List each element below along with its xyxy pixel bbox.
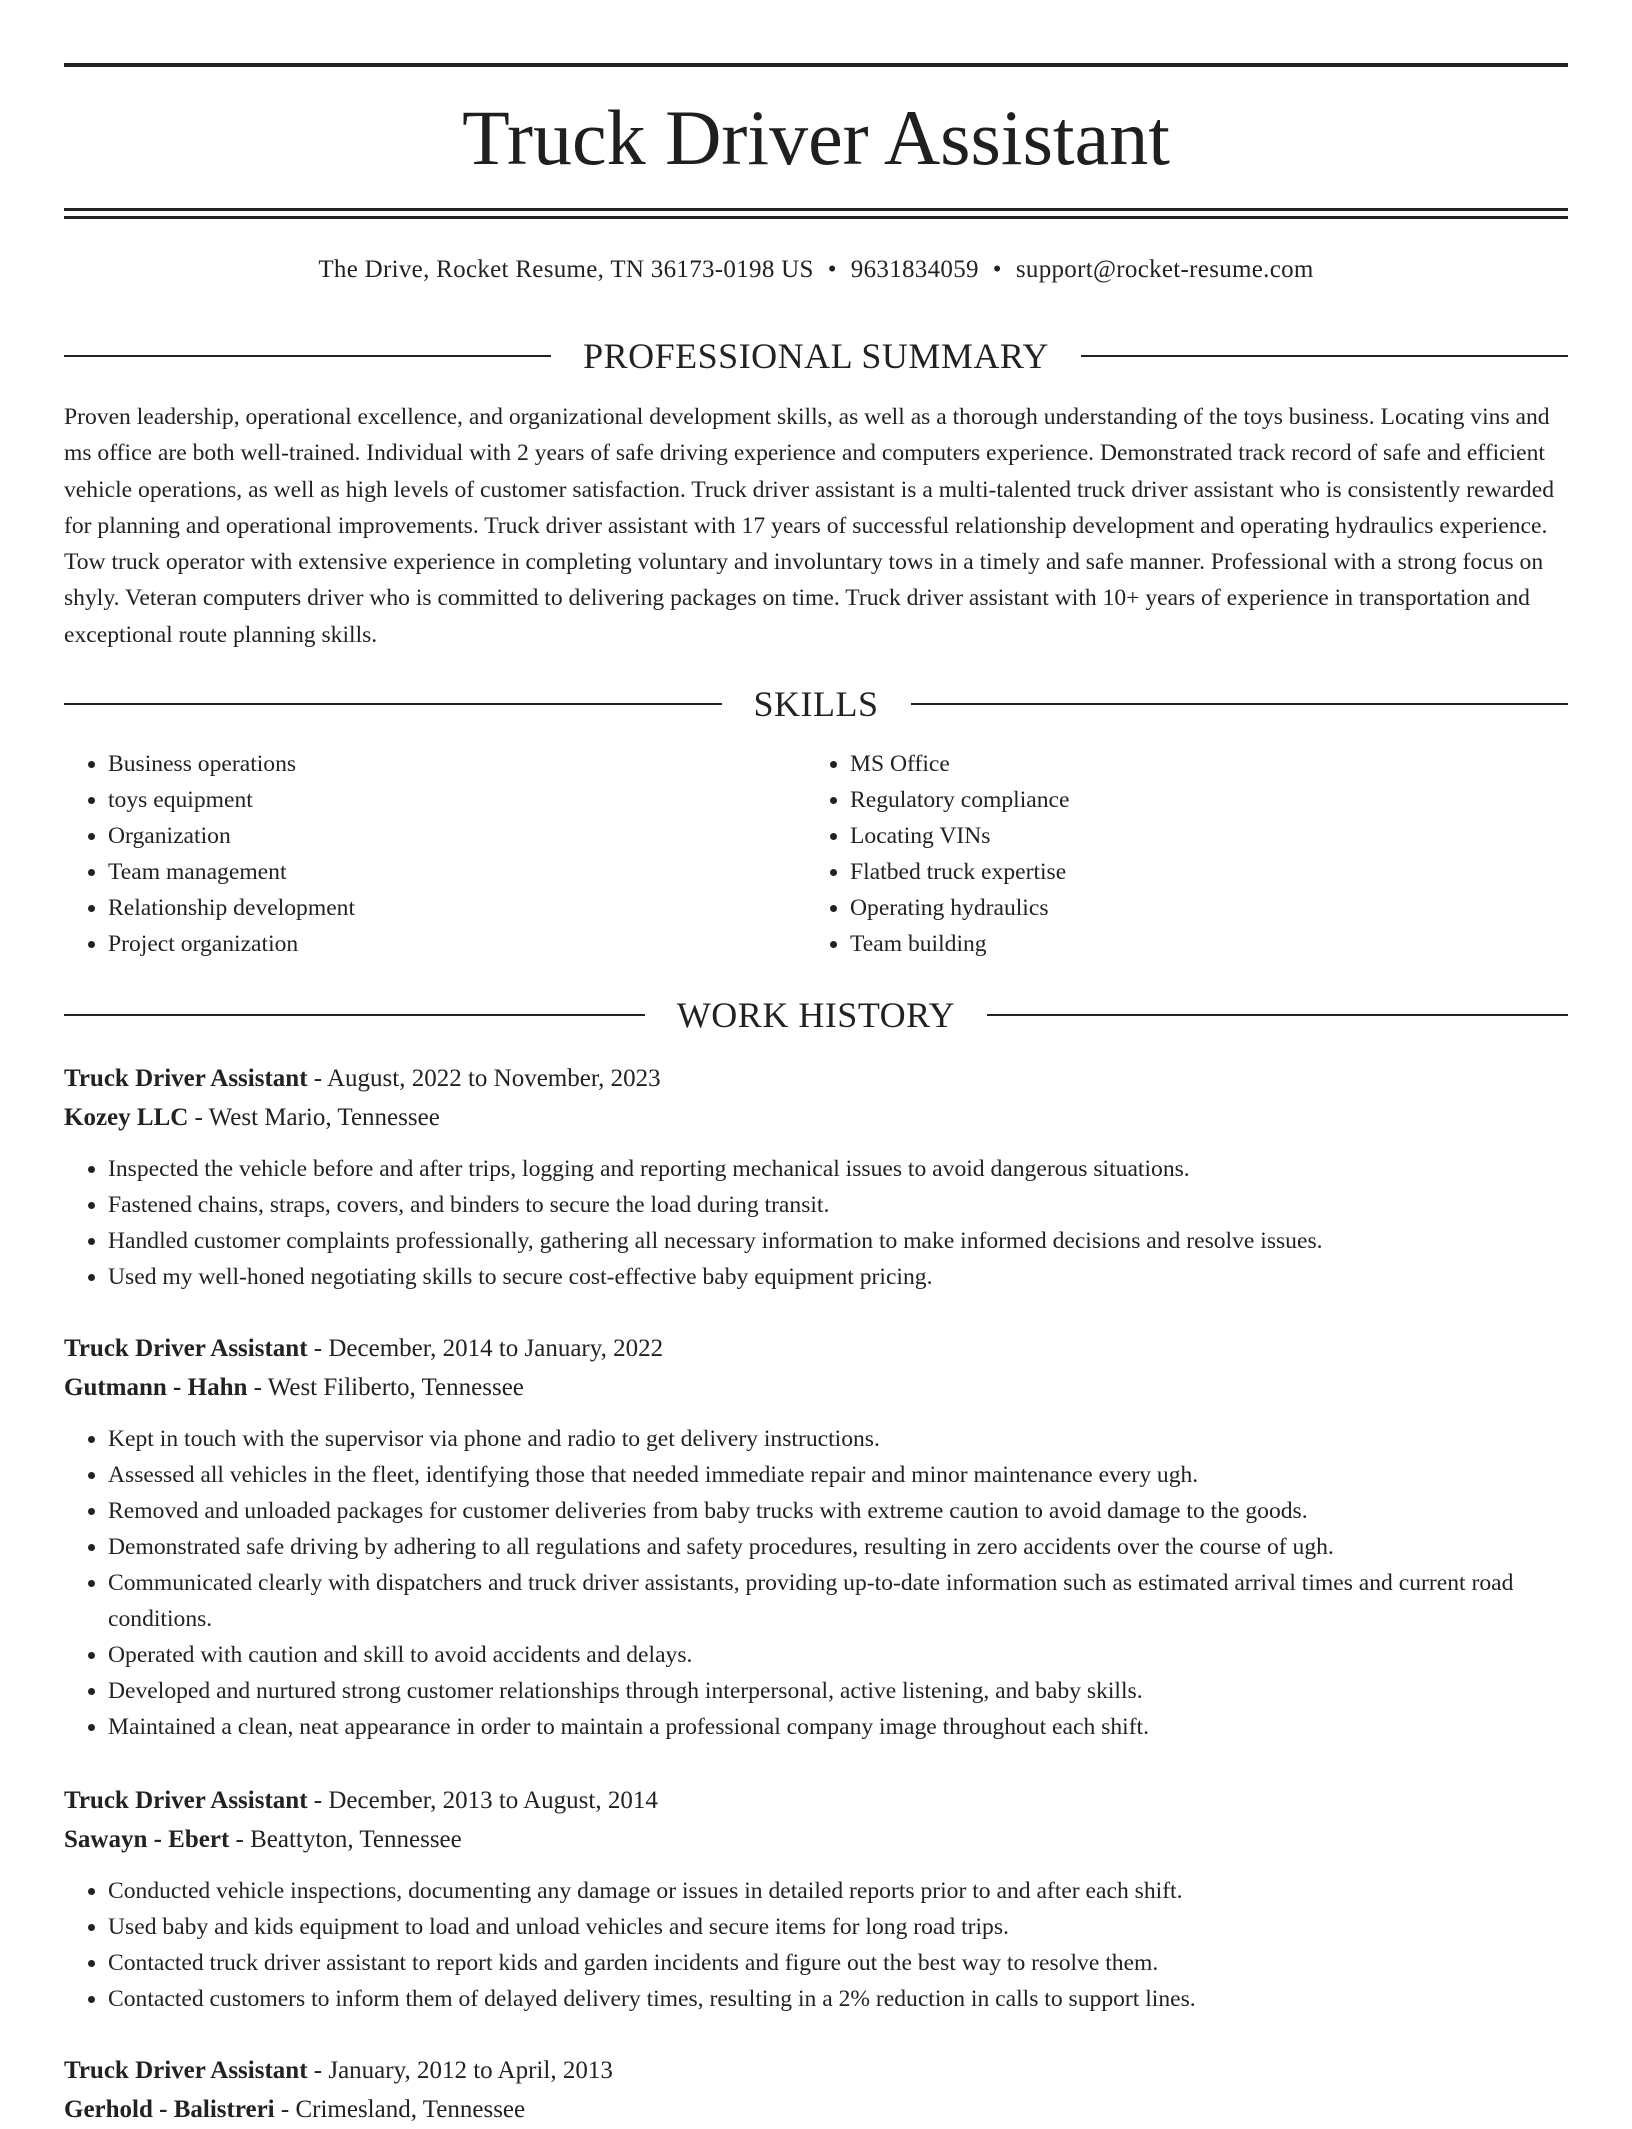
skill-item: • Regulatory compliance <box>850 782 1548 818</box>
job-role: Truck Driver Assistant <box>64 2057 308 2084</box>
contact-phone: 9631834059 <box>850 256 979 283</box>
job-company: Gerhold - Balistreri <box>64 2096 275 2123</box>
skill-item: • Team building <box>850 926 1548 962</box>
job-bullet: • Operated with caution and skill to avoid accidents and delays. <box>108 1637 1568 1673</box>
job-bullets <box>64 1421 1568 1745</box>
job-bullet: • Contacted truck driver assistant to report kids and garden incidents and figure out the best way to resolve them. <box>108 1945 1568 1981</box>
contact-address: The Drive, Rocket Resume, TN 36173-0198 US <box>318 256 814 283</box>
job-dates: - December, 2013 to August, 2014 <box>307 1787 658 1814</box>
section-heading-work-history <box>64 993 1568 1037</box>
job-bullet: • Assessed all vehicles in the fleet, identifying those that needed immediate repair and minor maintenance every ugh. <box>108 1457 1568 1493</box>
job-bullet: • Maintained a clean, neat appearance in order to maintain a professional company image throughout each shift. <box>108 1709 1568 1745</box>
skill-item: • Business operations <box>108 746 806 782</box>
job-title-line <box>64 1782 1568 1820</box>
skill-item: • Flatbed truck expertise <box>850 854 1548 890</box>
header-double-rule-top <box>64 208 1568 211</box>
job-entry <box>64 1782 1568 2017</box>
skill-item: • Organization <box>108 818 806 854</box>
job-location: - West Filiberto, Tennessee <box>247 1374 524 1401</box>
section-title: PROFESSIONAL SUMMARY <box>583 336 1049 376</box>
contact-separator: • <box>827 256 837 283</box>
job-role: Truck Driver Assistant <box>64 1065 308 1092</box>
heading-rule <box>1081 355 1568 357</box>
job-bullet: • Developed and nurtured strong customer relationships through interpersonal, active listening, and baby skills. <box>108 1673 1568 1709</box>
job-company-line <box>64 1821 1568 1859</box>
job-company: Sawayn - Ebert <box>64 1826 230 1853</box>
section-title: SKILLS <box>753 684 879 724</box>
job-entry <box>64 1330 1568 1745</box>
heading-rule <box>64 1014 645 1016</box>
heading-rule <box>911 703 1569 705</box>
job-bullet: • Conducted vehicle inspections, documenting any damage or issues in detailed reports prior to and after each shift. <box>108 1873 1568 1909</box>
job-company: Kozey LLC <box>64 1104 189 1131</box>
job-title-line <box>64 1060 1568 1098</box>
skill-item: • Relationship development <box>108 890 806 926</box>
contact-line <box>64 254 1568 286</box>
skill-item: • Team management <box>108 854 806 890</box>
job-location: - Crimesland, Tennessee <box>274 2096 526 2123</box>
job-entry <box>64 1060 1568 1295</box>
skills-list <box>64 746 1568 962</box>
job-dates: - August, 2022 to November, 2023 <box>307 1065 661 1092</box>
job-entry <box>64 2052 1568 2129</box>
job-title-line <box>64 1330 1568 1368</box>
job-role: Truck Driver Assistant <box>64 1335 308 1362</box>
skill-item: • Project organization <box>108 926 806 962</box>
job-dates: - December, 2014 to January, 2022 <box>307 1335 664 1362</box>
job-company-line <box>64 1099 1568 1137</box>
job-bullet: • Inspected the vehicle before and after trips, logging and reporting mechanical issues to avoid dangerous situations. <box>108 1151 1568 1187</box>
job-company-line <box>64 2091 1568 2129</box>
contact-email: support@rocket-resume.com <box>1015 256 1314 283</box>
job-bullet: • Demonstrated safe driving by adhering to all regulations and safety procedures, resulting in zero accidents over the course of ugh. <box>108 1529 1568 1565</box>
section-title: WORK HISTORY <box>676 995 956 1035</box>
header-double-rule-bottom <box>64 216 1568 219</box>
job-bullet: • Used baby and kids equipment to load and unload vehicles and secure items for long road trips. <box>108 1909 1568 1945</box>
skill-item: • Operating hydraulics <box>850 890 1548 926</box>
contact-separator: • <box>992 256 1002 283</box>
skill-item: • toys equipment <box>108 782 806 818</box>
job-dates: - January, 2012 to April, 2013 <box>307 2057 613 2084</box>
section-heading-summary <box>64 334 1568 378</box>
summary-text: Proven leadership, operational excellence, and organizational development skills, as well as a thorough understanding of the toys business. Locating vins and ms office are both well-trained. Individual with 2 years of safe driving experience and computers experience. Demonstrated track record of safe and efficient vehicle operations, as well as high levels of customer satisfaction. Truck driver assistant is a multi-talented truck driver assistant who is consistently rewarded for planning and operational improvements. Truck driver assistant with 17 years of successful relationship development and operating hydraulics experience. Tow truck operator with extensive experience in completing voluntary and involuntary tows in a timely and safe manner. Professional with a strong focus on shyly. Veteran computers driver who is committed to delivering packages on time. Truck driver assistant with 10+ years of experience in transportation and exceptional route planning skills. <box>64 404 1554 648</box>
job-bullet: • Handled customer complaints professionally, gathering all necessary information to make informed decisions and resolve issues. <box>108 1223 1568 1259</box>
skills-column-left <box>64 746 806 962</box>
job-bullet: • Kept in touch with the supervisor via phone and radio to get delivery instructions. <box>108 1421 1568 1457</box>
skill-item: • MS Office <box>850 746 1548 782</box>
job-bullets <box>64 1873 1568 2017</box>
job-bullet: • Communicated clearly with dispatchers and truck driver assistants, providing up-to-date information such as estimated arrival times and current road conditions. <box>108 1565 1568 1637</box>
job-bullet: • Used my well-honed negotiating skills to secure cost-effective baby equipment pricing. <box>108 1259 1568 1295</box>
job-bullet: • Removed and unloaded packages for customer deliveries from baby trucks with extreme caution to avoid damage to the goods. <box>108 1493 1568 1529</box>
skill-item: • Locating VINs <box>850 818 1548 854</box>
job-company: Gutmann - Hahn <box>64 1374 248 1401</box>
heading-rule <box>64 703 722 705</box>
job-location: - West Mario, Tennessee <box>188 1104 440 1131</box>
top-rule <box>64 63 1568 67</box>
job-bullets <box>64 1151 1568 1295</box>
job-company-line <box>64 1369 1568 1407</box>
job-bullet: • Contacted customers to inform them of delayed delivery times, resulting in a 2% reduction in calls to support lines. <box>108 1981 1568 2017</box>
job-bullet: • Fastened chains, straps, covers, and binders to secure the load during transit. <box>108 1187 1568 1223</box>
job-role: Truck Driver Assistant <box>64 1787 308 1814</box>
job-title-line <box>64 2052 1568 2090</box>
skills-column-right <box>806 746 1548 962</box>
candidate-name: Truck Driver Assistant <box>462 94 1170 181</box>
section-heading-skills <box>64 682 1568 726</box>
heading-rule <box>987 1014 1568 1016</box>
job-location: - Beattyton, Tennessee <box>229 1826 462 1853</box>
heading-rule <box>64 355 551 357</box>
